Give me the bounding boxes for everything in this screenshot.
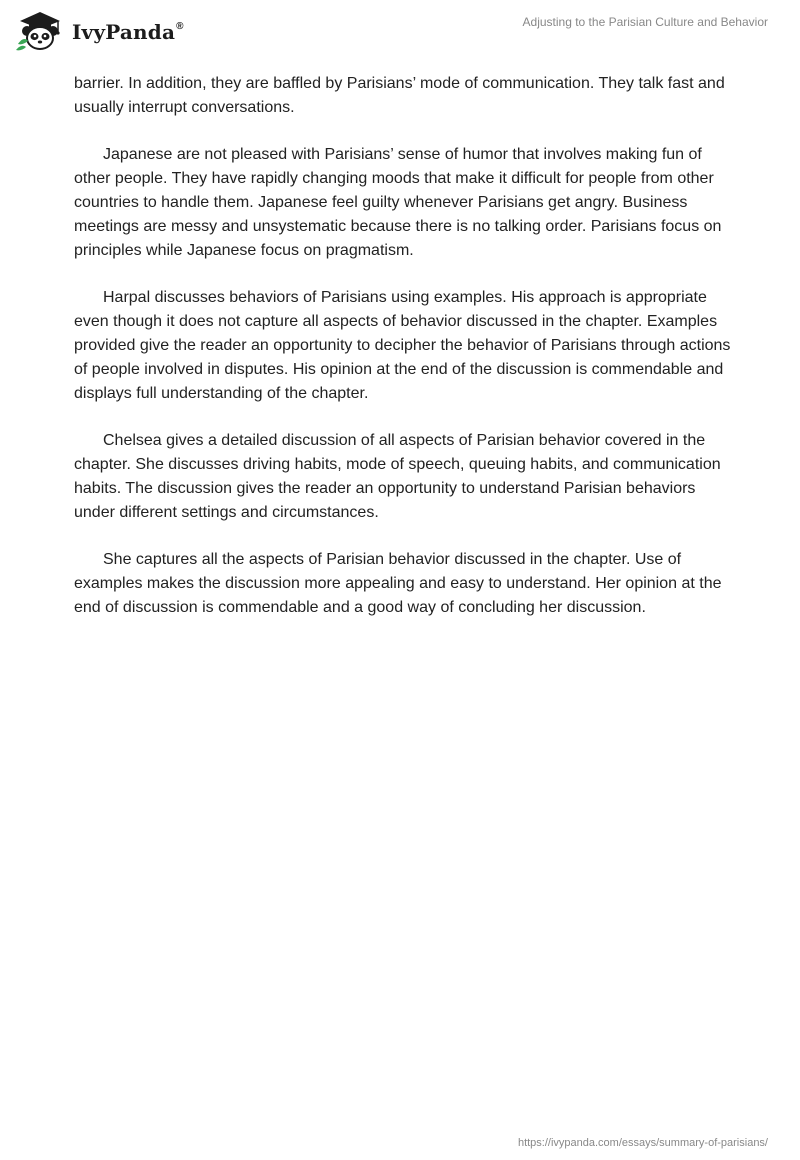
document-title: Adjusting to the Parisian Culture and Behavior (522, 15, 768, 29)
ivypanda-logo[interactable] (14, 8, 184, 52)
logo-text: IvyPanda® (72, 20, 184, 44)
paragraph: barrier. In addition, they are baffled by Parisians’ mode of communication. They talk fast and usually interrupt conversations. (74, 75, 725, 116)
paragraph: Harpal discusses behaviors of Parisians using examples. His approach is appropriate even though it does not capture all aspects of behavior discussed in the chapter. Examples provided give the reader an opportunity to decipher the behavior of Parisians through actions of people involved in disputes. His opinion at the end of the discussion is commendable and displays full understanding of the chapter. (74, 289, 731, 402)
paragraph: Japanese are not pleased with Parisians’ sense of humor that involves making fun of other people. They have rapidly changing moods that make it difficult for people from other countries to handle them. Japanese feel guilty whenever Parisians get angry. Business meetings are messy and unsystematic because there is no talking order. Parisians focus on principles while Japanese focus on pragmatism. (74, 146, 722, 259)
paragraph: Chelsea gives a detailed discussion of all aspects of Parisian behavior covered in the chapter. She discusses driving habits, mode of speech, queuing habits, and communication habits. The discussion gives the reader an opportunity to understand Parisian behaviors under different settings and circumstances. (74, 432, 721, 521)
registered-mark: ® (176, 21, 184, 32)
panda-graduate-icon (14, 8, 66, 52)
source-url[interactable]: https://ivypanda.com/essays/summary-of-parisians/ (517, 1137, 768, 1149)
essay-body (74, 72, 734, 643)
page-header (0, 0, 800, 70)
paragraph: She captures all the aspects of Parisian behavior discussed in the chapter. Use of examples makes the discussion more appealing and easy to understand. Her opinion at the end of discussion is commendable and a good way of concluding her discussion. (74, 551, 722, 616)
